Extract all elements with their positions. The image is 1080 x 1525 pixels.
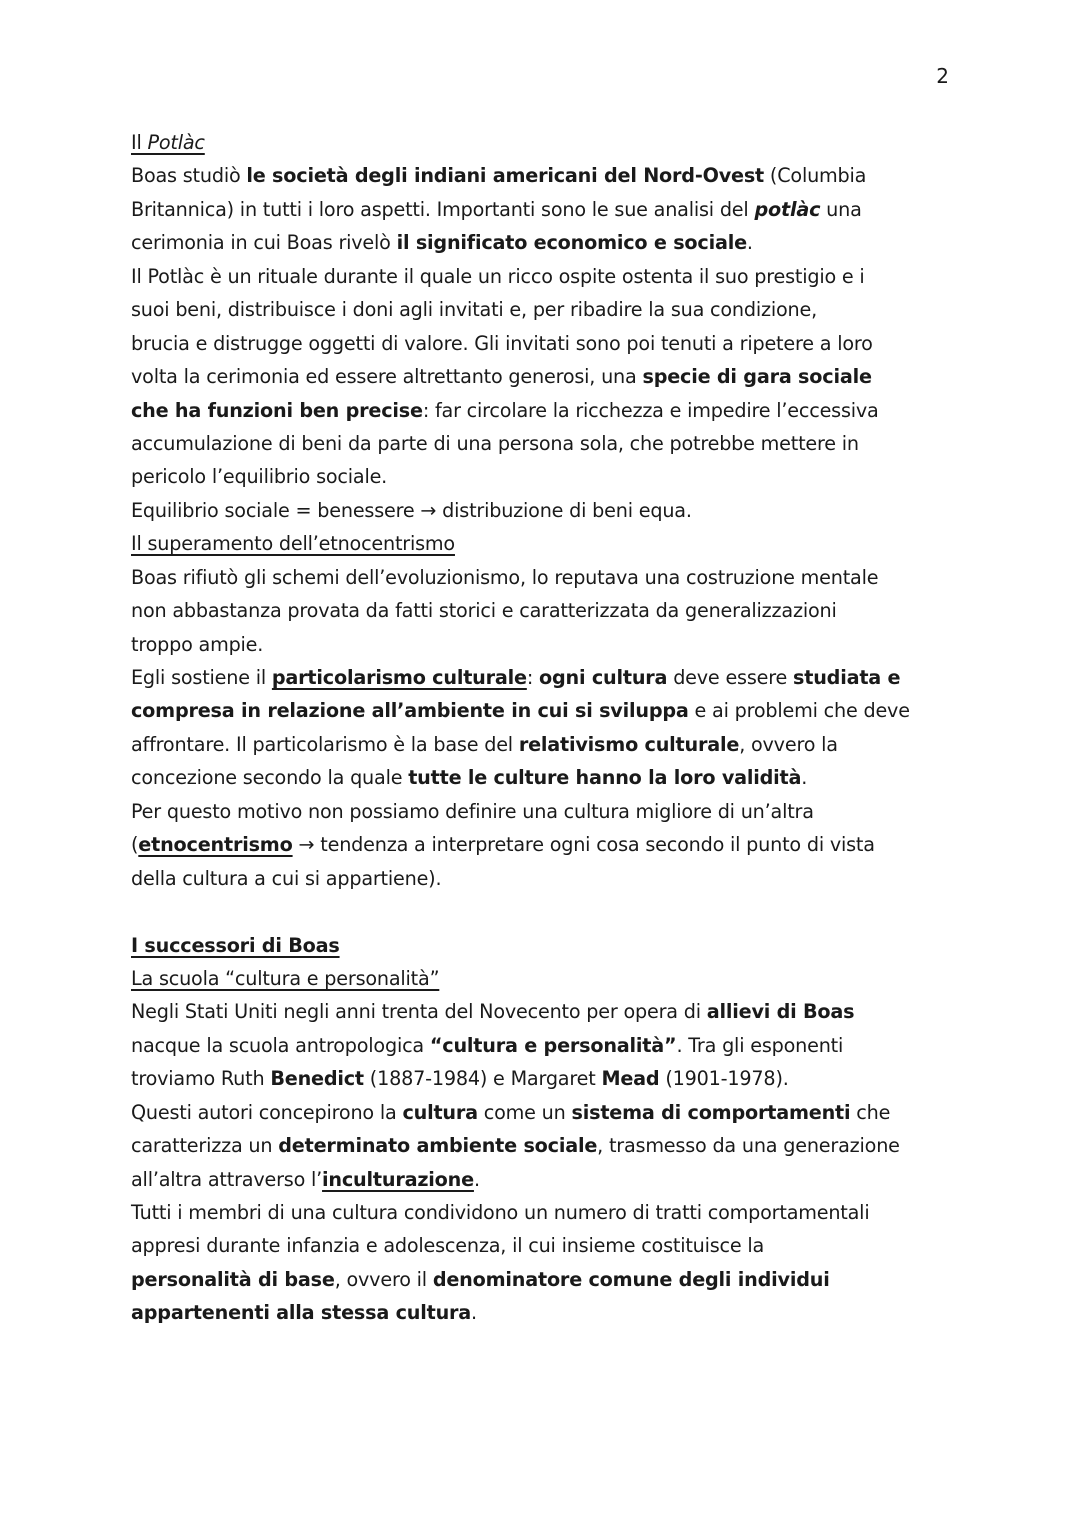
bold-text: ogni cultura: [539, 666, 668, 689]
text-segment: : far circolare la ricchezza e impedire l’eccessiva: [422, 398, 879, 422]
text-segment: nacque la scuola antropologica: [131, 1033, 430, 1057]
text-line: [131, 728, 971, 761]
text-segment: .: [473, 1167, 480, 1191]
text-line: [131, 694, 971, 727]
text-segment: Egli sostiene il: [131, 666, 272, 689]
text-line: [131, 628, 971, 661]
text-segment: appresi durante infanzia e adolescenza, il cui insieme costituisce la: [131, 1234, 765, 1258]
text-segment: Il Potlàc è un rituale durante il quale un ricco ospite ostenta il suo prestigio e i: [131, 264, 865, 288]
text-segment: accumulazione di beni da parte di una persona sola, che potrebbe mettere in: [131, 431, 859, 455]
key-term: inculturazione: [322, 1167, 474, 1191]
text-segment: volta la cerimonia ed essere altrettanto generosi, una: [131, 365, 643, 389]
text-segment: (1901-1978).: [659, 1067, 789, 1091]
page-number: 2: [936, 64, 949, 88]
text-line: [131, 1163, 971, 1196]
text-segment: Negli Stati Uniti negli anni trenta del Novecento per opera di: [131, 1000, 707, 1024]
text-segment: troviamo Ruth: [131, 1067, 271, 1091]
text-line: [131, 126, 971, 159]
document-body: [131, 126, 971, 1330]
text-line: [131, 327, 971, 360]
text-segment: Questi autori concepirono la: [131, 1100, 403, 1124]
text-segment: (: [131, 833, 139, 857]
text-line: [131, 1263, 971, 1296]
text-segment: una: [820, 197, 862, 221]
text-line: [131, 494, 971, 527]
bold-text: compresa in relazione all’ambiente in cui si sviluppa: [131, 699, 689, 723]
text-segment: , ovvero la: [739, 732, 838, 756]
text-segment: Boas rifiutò gli schemi dell’evoluzionismo, lo reputava una costruzione mentale: [131, 565, 879, 589]
bold-text: potlàc: [754, 197, 821, 221]
text-line: [131, 360, 971, 393]
text-segment: che: [850, 1100, 891, 1124]
text-segment: e ai problemi che deve: [688, 699, 910, 723]
text-line: [131, 795, 971, 828]
text-line: [131, 460, 971, 493]
text-segment: pericolo l’equilibrio sociale.: [131, 465, 388, 489]
text-segment: concezione secondo la quale: [131, 766, 409, 790]
text-line: [131, 862, 971, 895]
text-segment: cerimonia in cui Boas rivelò: [131, 231, 397, 255]
bold-text: denominatore comune degli individui: [432, 1267, 830, 1291]
bold-text: determinato ambiente sociale: [278, 1134, 598, 1158]
text-segment: .: [471, 1301, 477, 1325]
text-segment: affrontare. Il particolarismo è la base del: [131, 732, 519, 756]
text-line: [131, 1062, 971, 1095]
bold-text: personalità di base: [131, 1267, 335, 1291]
text-line: [131, 594, 971, 627]
text-segment: Britannica) in tutti i loro aspetti. Importanti sono le sue analisi del: [131, 197, 755, 221]
bold-text: relativismo culturale: [518, 732, 740, 756]
blank-line: [131, 895, 971, 928]
text-line: [131, 226, 971, 259]
bold-text: allievi di Boas: [706, 1000, 855, 1024]
text-segment: all’altra attraverso l’: [131, 1167, 323, 1191]
text-segment: Boas studiò: [131, 164, 247, 188]
text-line: [131, 527, 971, 560]
key-term: I successori di Boas: [131, 933, 340, 957]
text-segment: (1887-1984) e Margaret: [363, 1067, 602, 1091]
text-line: [131, 427, 971, 460]
text-segment: , trasmesso da una generazione: [597, 1134, 900, 1158]
bold-text: appartenenti alla stessa cultura: [131, 1301, 472, 1325]
bold-text: tutte le culture hanno la loro validità: [408, 766, 802, 790]
bold-text: Benedict: [270, 1067, 364, 1091]
text-segment: , ovvero il: [334, 1267, 433, 1291]
text-line: [131, 159, 971, 192]
text-segment: Equilibrio sociale = benessere → distribuzione di beni equa.: [131, 498, 692, 522]
bold-text: sistema di comportamenti: [571, 1100, 851, 1124]
bold-text: specie di gara sociale: [642, 365, 872, 389]
heading-text: La scuola “cultura e personalità”: [131, 966, 440, 990]
bold-text: studiata e: [793, 666, 901, 689]
text-segment: Tutti i membri di una cultura condividono un numero di tratti comportamentali: [131, 1201, 870, 1224]
bold-text: il significato economico e sociale: [396, 231, 747, 255]
text-line: [131, 1229, 971, 1262]
text-segment: .: [746, 231, 753, 255]
text-line: [131, 828, 971, 861]
text-segment: .: [801, 766, 808, 790]
text-segment: . Tra gli esponenti: [676, 1033, 844, 1057]
text-line: [131, 1296, 971, 1329]
text-line: [131, 394, 971, 427]
bold-text: che ha funzioni ben precise: [131, 398, 423, 422]
text-segment: troppo ampie.: [131, 632, 264, 656]
heading-text: Il: [131, 131, 148, 154]
text-segment: non abbastanza provata da fatti storici e caratterizzata da generalizzazioni: [131, 599, 837, 623]
text-line: [131, 1129, 971, 1162]
text-segment: come un: [477, 1100, 572, 1124]
bold-text: Mead: [601, 1067, 660, 1091]
heading-text: Il superamento dell’etnocentrismo: [131, 532, 455, 556]
text-segment: → tendenza a interpretare ogni cosa secondo il punto di vista: [292, 833, 875, 857]
bold-text: cultura: [402, 1100, 478, 1124]
text-line: [131, 561, 971, 594]
text-line: [131, 661, 971, 694]
text-segment: brucia e distrugge oggetti di valore. Gli invitati sono poi tenuti a ripetere a loro: [131, 331, 873, 355]
bold-text: le società degli indiani americani del Nord-Ovest: [246, 164, 765, 188]
text-line: [131, 1096, 971, 1129]
key-term: particolarismo culturale: [271, 666, 527, 689]
text-line: [131, 929, 971, 962]
text-line: [131, 293, 971, 326]
text-segment: suoi beni, distribuisce i doni agli invitati e, per ribadire la sua condizione,: [131, 298, 818, 322]
heading-text: Potlàc: [147, 131, 205, 154]
text-line: [131, 193, 971, 226]
text-segment: della cultura a cui si appartiene).: [131, 866, 442, 890]
text-line: [131, 995, 971, 1028]
text-segment: (Columbia: [764, 164, 867, 188]
text-segment: caratterizza un: [131, 1134, 279, 1158]
text-segment: Per questo motivo non possiamo definire una cultura migliore di un’altra: [131, 799, 814, 823]
text-line: [131, 962, 971, 995]
text-line: [131, 1196, 971, 1229]
text-segment: :: [526, 666, 539, 689]
text-segment: deve essere: [667, 666, 794, 689]
text-line: [131, 260, 971, 293]
text-line: [131, 761, 971, 794]
text-line: [131, 1029, 971, 1062]
bold-text: “cultura e personalità”: [429, 1033, 677, 1057]
key-term: etnocentrismo: [138, 833, 293, 857]
